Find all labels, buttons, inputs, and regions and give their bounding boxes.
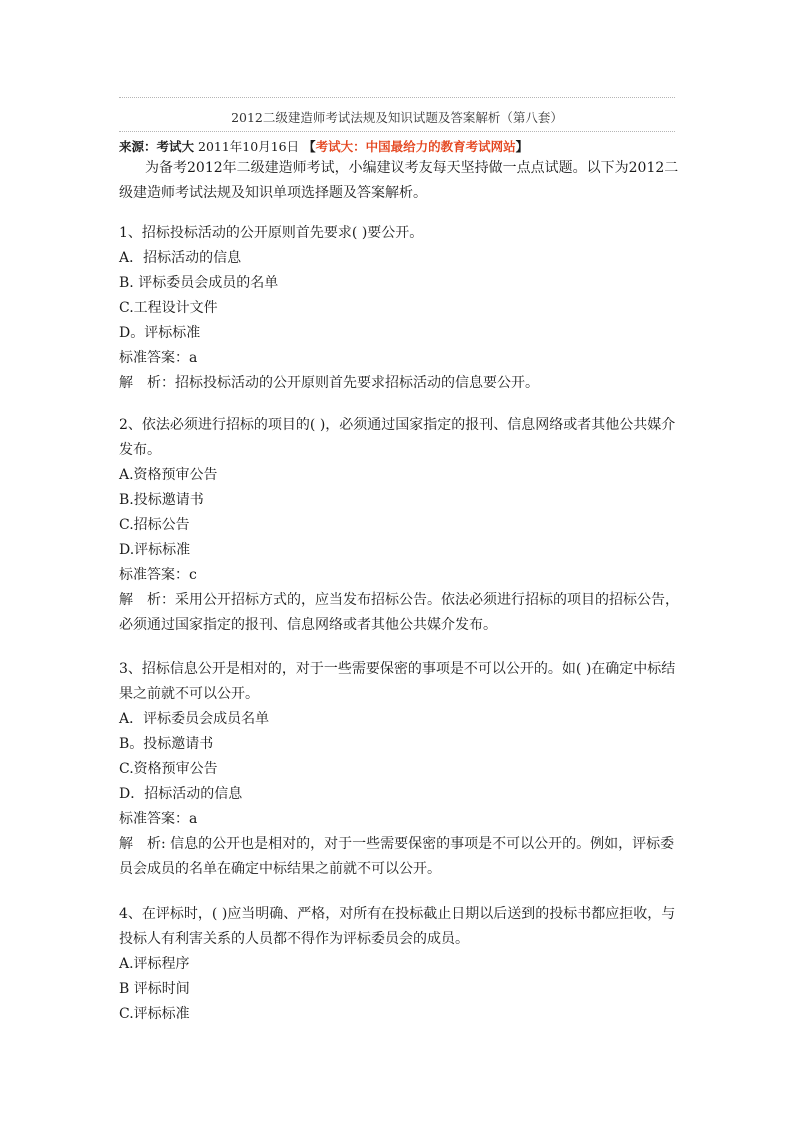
article-title: 2012二级建造师考试法规及知识试题及答案解析（第八套） bbox=[231, 110, 563, 125]
top-divider bbox=[119, 97, 675, 98]
question-2 bbox=[119, 413, 679, 638]
option-d: D。评标标准 bbox=[119, 325, 201, 341]
question-stem: 2、依法必须进行招标的项目的( )，必须通过国家指定的报刊、信息网络或者其他公共媒介发布。 bbox=[119, 417, 676, 458]
option-d: D．招标活动的信息 bbox=[119, 786, 243, 802]
option-c: C.评标标准 bbox=[119, 1006, 190, 1022]
bracket-open: 【 bbox=[303, 139, 316, 154]
intro-paragraph: 为备考2012年二级建造师考试，小编建议考友每天坚持做一点点试题。以下为2012二级建造师考试法规及知识单项选择题及答案解析。 bbox=[119, 160, 679, 201]
analysis-line: 解 析: 信息的公开也是相对的，对于一些需要保密的事项是不可以公开的。例如，评标委员会成员的名单在确定中标结果之前就不可以公开。 bbox=[119, 836, 675, 877]
source-label: 来源：考试大 bbox=[119, 139, 195, 154]
option-a: A．评标委员会成员名单 bbox=[119, 711, 270, 727]
question-3 bbox=[119, 657, 679, 882]
site-link[interactable]: 考试大：中国最给力的教育考试网站 bbox=[315, 139, 516, 154]
question-stem: 1、招标投标活动的公开原则首先要求( )要公开。 bbox=[119, 225, 424, 241]
option-a: A.资格预审公告 bbox=[119, 467, 218, 483]
publish-date: 2011年10月16日 bbox=[198, 139, 300, 154]
analysis-line: 解 析：招标投标活动的公开原则首先要求招标活动的信息要公开。 bbox=[119, 375, 539, 391]
option-b: B.投标邀请书 bbox=[119, 492, 204, 508]
option-c: C.工程设计文件 bbox=[119, 300, 218, 316]
option-b: B。投标邀请书 bbox=[119, 736, 214, 752]
option-c: C.资格预审公告 bbox=[119, 761, 218, 777]
question-stem: 4、在评标时，( )应当明确、严格，对所有在投标截止日期以后送到的投标书都应拒收，与投标人有利害关系的人员都不得作为评标委员会的成员。 bbox=[119, 906, 676, 947]
option-d: D.评标标准 bbox=[119, 542, 191, 558]
option-c: C.招标公告 bbox=[119, 517, 190, 533]
option-a: A．招标活动的信息 bbox=[119, 250, 242, 266]
title-divider bbox=[119, 131, 675, 132]
answer-line: 标准答案：a bbox=[119, 350, 198, 366]
option-b: B. 评标委员会成员的名单 bbox=[119, 275, 279, 291]
bracket-close: 】 bbox=[515, 139, 529, 154]
analysis-line: 解 析：采用公开招标方式的，应当发布招标公告。依法必须进行招标的项目的招标公告，必须通过国家指定的报刊、信息网络或者其他公共媒介发布。 bbox=[119, 592, 679, 633]
question-4 bbox=[119, 902, 679, 1027]
answer-line: 标准答案：c bbox=[119, 567, 197, 583]
source-line bbox=[119, 137, 528, 155]
option-a: A.评标程序 bbox=[119, 956, 190, 972]
question-1 bbox=[119, 221, 679, 396]
option-b: B 评标时间 bbox=[119, 981, 190, 997]
answer-line: 标准答案：a bbox=[119, 811, 198, 827]
question-stem: 3、招标信息公开是相对的，对于一些需要保密的事项是不可以公开的。如( )在确定中标结果之前就不可以公开。 bbox=[119, 661, 676, 702]
